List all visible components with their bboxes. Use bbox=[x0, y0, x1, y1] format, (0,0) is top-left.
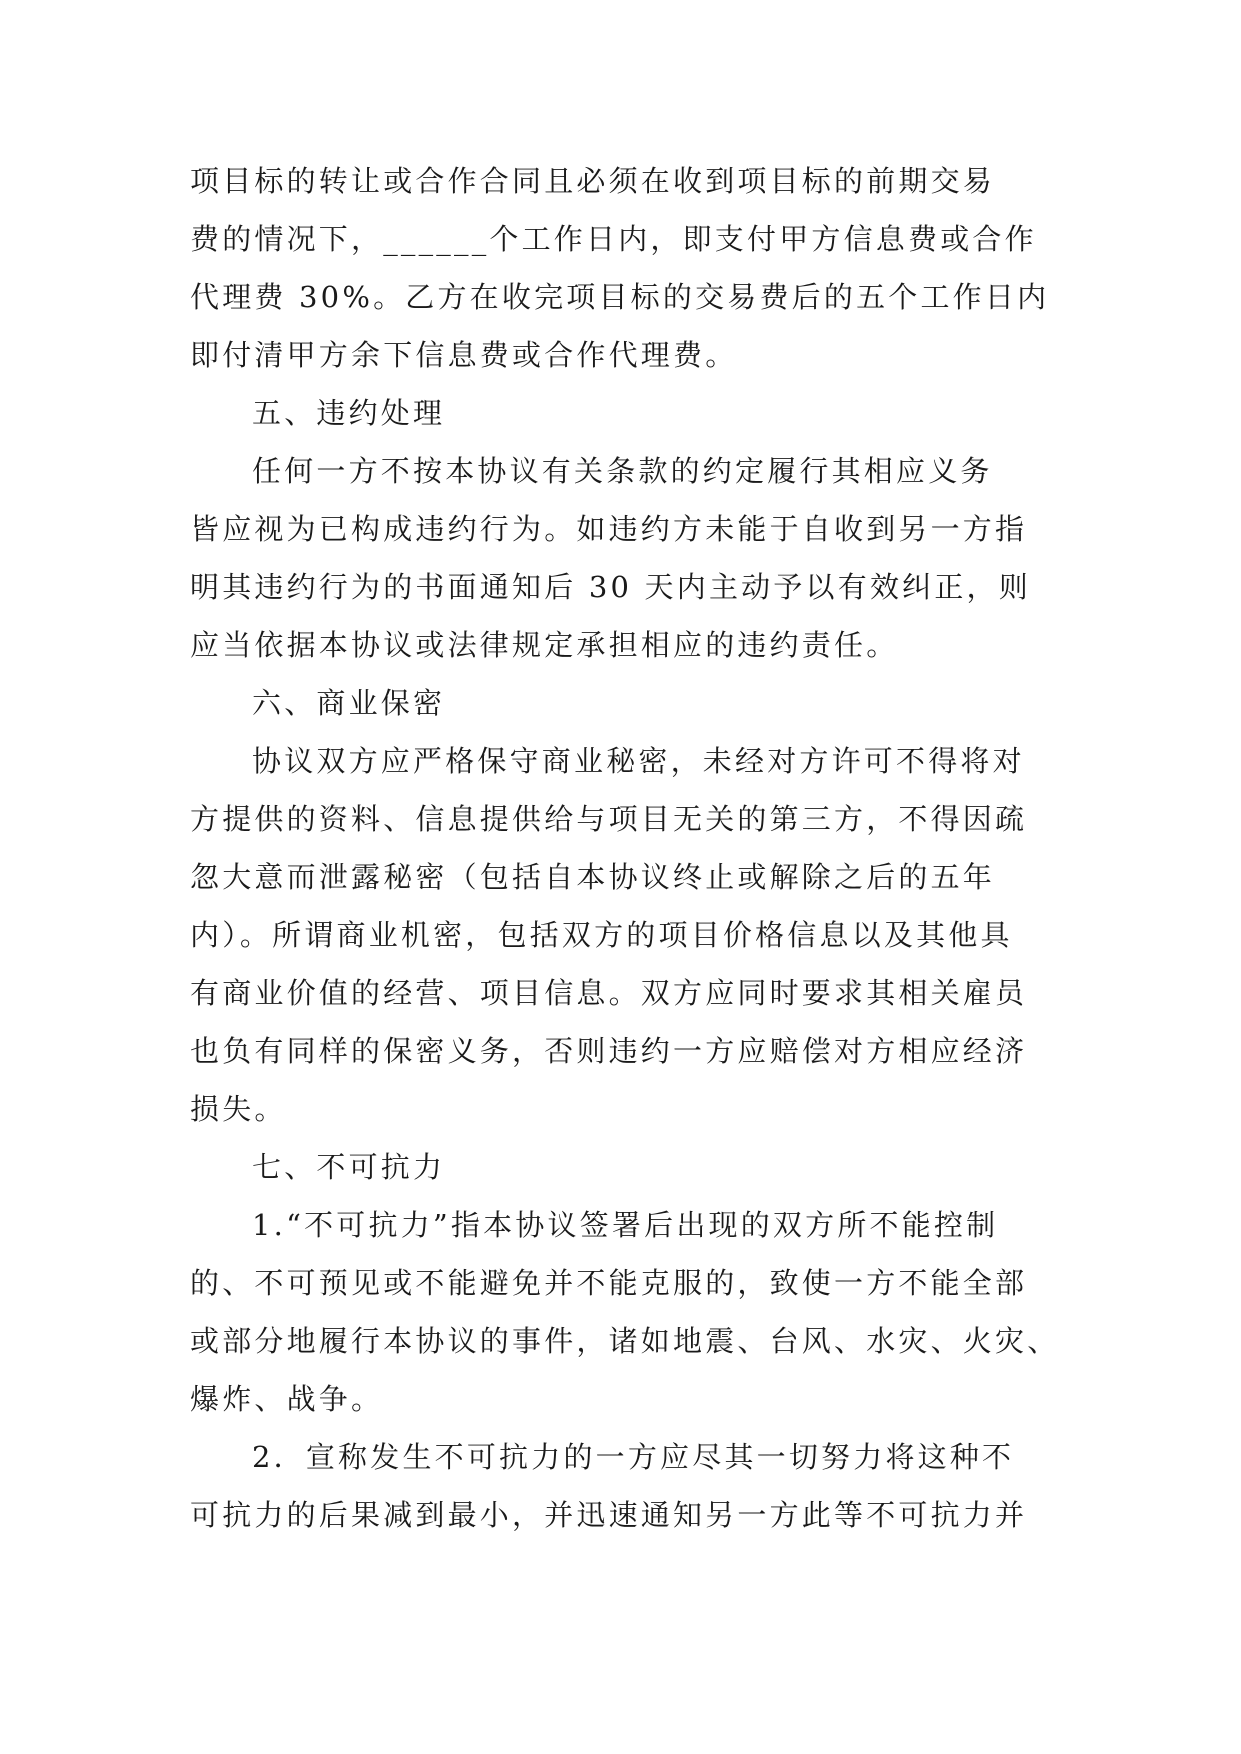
text-line: 可抗力的后果减到最小，并迅速通知另一方此等不可抗力并 bbox=[190, 1498, 1028, 1532]
text-line: 内）。所谓商业机密，包括双方的项目价格信息以及其他具 bbox=[190, 918, 1013, 952]
text-line: 2．宣称发生不可抗力的一方应尽其一切努力将这种不 bbox=[252, 1440, 1015, 1474]
text-line: 忽大意而泄露秘密（包括自本协议终止或解除之后的五年 bbox=[190, 860, 996, 894]
text-line: 或部分地履行本协议的事件，诸如地震、台风、水灾、火灾、 bbox=[190, 1324, 1060, 1358]
text-line: 代理费 30%。乙方在收完项目标的交易费后的五个工作日内 bbox=[190, 280, 1050, 314]
text-line: 应当依据本协议或法律规定承担相应的违约责任。 bbox=[190, 628, 899, 662]
document-body bbox=[190, 152, 1060, 1544]
text-line: 方提供的资料、信息提供给与项目无关的第三方，不得因疏 bbox=[190, 802, 1028, 836]
text-line: 皆应视为已构成违约行为。如违约方未能于自收到另一方指 bbox=[190, 512, 1028, 546]
text-line: 明其违约行为的书面通知后 30 天内主动予以有效纠正，则 bbox=[190, 570, 1031, 604]
text-line: 有商业价值的经营、项目信息。双方应同时要求其相关雇员 bbox=[190, 976, 1028, 1010]
section-heading-force-majeure: 七、不可抗力 bbox=[252, 1150, 446, 1184]
section-heading-breach: 五、违约处理 bbox=[252, 396, 446, 430]
text-line: 爆炸、战争。 bbox=[190, 1382, 384, 1416]
text-line: 的、不可预见或不能避免并不能克服的，致使一方不能全部 bbox=[190, 1266, 1028, 1300]
text-line: 协议双方应严格保守商业秘密，未经对方许可不得将对 bbox=[252, 744, 1025, 778]
text-line: 任何一方不按本协议有关条款的约定履行其相应义务 bbox=[252, 454, 993, 488]
text-line: 也负有同样的保密义务，否则违约一方应赔偿对方相应经济 bbox=[190, 1034, 1028, 1068]
text-line: 费的情况下，______个工作日内，即支付甲方信息费或合作 bbox=[190, 222, 1037, 256]
section-heading-confidentiality: 六、商业保密 bbox=[252, 686, 446, 720]
text-line: 项目标的转让或合作合同且必须在收到项目标的前期交易 bbox=[190, 164, 996, 198]
text-line: 即付清甲方余下信息费或合作代理费。 bbox=[190, 338, 738, 372]
text-line: 损失。 bbox=[190, 1092, 287, 1126]
text-line: 1.“不可抗力”指本协议签署后出现的双方所不能控制 bbox=[252, 1208, 999, 1242]
